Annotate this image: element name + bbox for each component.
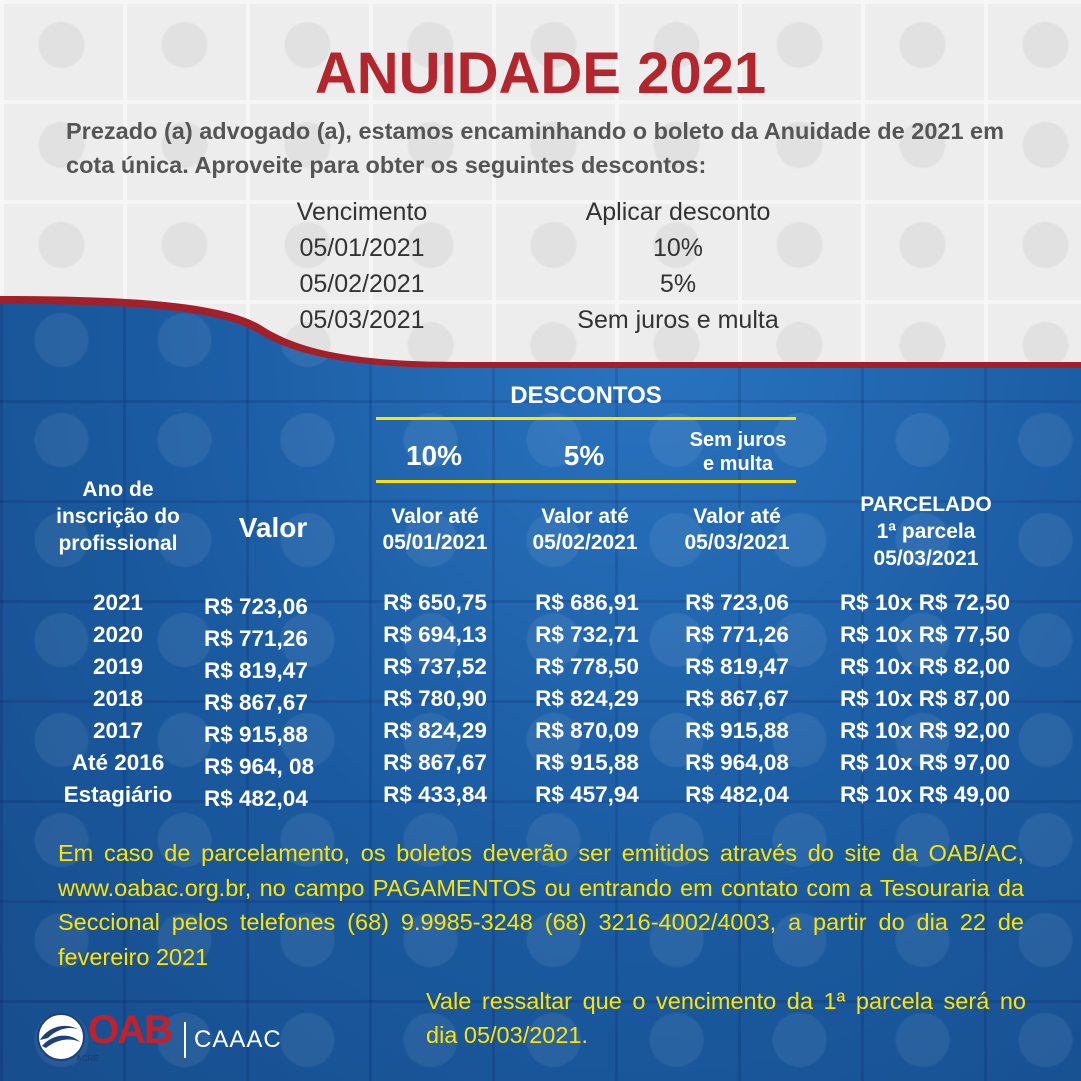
- logo-separator: [184, 1022, 186, 1058]
- cell-5: R$ 732,71: [535, 622, 639, 647]
- cell-10: R$ 433,84: [383, 782, 487, 807]
- disc-sj-line: Sem juros: [689, 429, 787, 451]
- cell-parcelado: R$ 10x R$ 82,00: [839, 654, 1011, 679]
- cell-10: R$ 824,29: [383, 718, 487, 743]
- cell-parcelado: R$ 10x R$ 49,00: [839, 782, 1011, 807]
- parcelamento-note: Em caso de parcelamento, os boletos deverão ser emitidos através do site da OAB/AC, www.oabac.org.br, no campo PAGAMENTOS ou entrando em contato com a Tesouraria da Seccional pelos telefones (68) 9.9985-3248 (68) 3216-4002/4003, a partir do dia 22 de fevereiro 2021: [58, 840, 1024, 970]
- cell-parcelado: R$ 10x R$ 87,00: [839, 686, 1011, 711]
- vencimento-row: [0, 306, 1081, 342]
- cell-10: R$ 867,67: [383, 750, 487, 775]
- header-line: Ano de: [82, 478, 154, 501]
- cell-year: 2017: [92, 718, 144, 743]
- descontos-line-2: [376, 480, 796, 483]
- cell-valor: R$ 867,67: [204, 690, 308, 715]
- vencimento-date: 05/01/2021: [299, 234, 425, 262]
- table-row: [0, 782, 1081, 814]
- header-line: Valor até: [693, 505, 781, 528]
- header-line: PARCELADO: [860, 493, 992, 516]
- vencimento-note: Vale ressaltar que o vencimento da 1ª parcela será no dia 05/03/2021.: [426, 988, 1026, 1048]
- disc-5-label: 5%: [563, 440, 605, 471]
- cell-year: 2018: [92, 686, 144, 711]
- oab-logotype: OAB: [88, 1008, 171, 1052]
- vencimento-discount: 10%: [652, 234, 704, 262]
- col-10-header: [368, 504, 502, 556]
- cell-5: R$ 915,88: [535, 750, 639, 775]
- cell-valor: R$ 964, 08: [204, 754, 315, 779]
- header-line: 05/03/2021: [873, 547, 979, 570]
- desconto-header: Aplicar desconto: [585, 198, 771, 226]
- cell-10: R$ 650,75: [383, 590, 487, 615]
- cell-valor: R$ 915,88: [204, 722, 308, 747]
- col-parcelado-header: [826, 491, 1026, 572]
- cell-year: 2020: [92, 622, 144, 647]
- table-row: [0, 750, 1081, 782]
- col-year-header: [36, 476, 200, 557]
- cell-valor: R$ 482,04: [204, 786, 308, 811]
- cell-sj: R$ 867,67: [685, 686, 789, 711]
- caaac-label: CAAAC: [194, 1026, 282, 1053]
- table-row: [0, 654, 1081, 686]
- descontos-label: DESCONTOS: [510, 382, 662, 409]
- cell-year: 2019: [92, 654, 144, 679]
- cell-valor: R$ 771,26: [204, 626, 308, 651]
- table-row: [0, 686, 1081, 718]
- acre-label: ACRE: [76, 1054, 99, 1063]
- vencimento-header-row: [0, 198, 1081, 234]
- cell-sj: R$ 915,88: [685, 718, 789, 743]
- header-line: inscrição do: [56, 505, 180, 528]
- descontos-underline: [376, 417, 796, 420]
- cell-parcelado: R$ 10x R$ 92,00: [839, 718, 1011, 743]
- page-title: ANUIDADE 2021: [314, 41, 767, 106]
- cell-sj: R$ 771,26: [685, 622, 789, 647]
- cell-5: R$ 870,09: [535, 718, 639, 743]
- vencimento-row: [0, 234, 1081, 270]
- col-5-header: [518, 504, 652, 556]
- oab-caaac-logo: [36, 1008, 282, 1068]
- header-line: 05/02/2021: [532, 531, 638, 554]
- col-sj-header: [670, 504, 804, 556]
- cell-5: R$ 457,94: [535, 782, 639, 807]
- cell-parcelado: R$ 10x R$ 97,00: [839, 750, 1011, 775]
- vencimento-date: 05/03/2021: [299, 306, 425, 334]
- cell-valor: R$ 723,06: [204, 594, 308, 619]
- col-valor-header: Valor: [238, 512, 308, 543]
- table-row: [0, 590, 1081, 622]
- vencimento-date: 05/02/2021: [299, 270, 425, 298]
- header-line: 05/01/2021: [382, 531, 488, 554]
- cell-parcelado: R$ 10x R$ 72,50: [839, 590, 1011, 615]
- cell-parcelado: R$ 10x R$ 77,50: [839, 622, 1011, 647]
- header-line: profissional: [58, 532, 178, 555]
- vencimento-header: Vencimento: [296, 198, 428, 226]
- disc-10-label: 10%: [405, 440, 463, 471]
- header-line: Valor até: [391, 505, 479, 528]
- cell-sj: R$ 723,06: [685, 590, 789, 615]
- cell-5: R$ 824,29: [535, 686, 639, 711]
- disc-sj-line: e multa: [702, 453, 774, 475]
- cell-valor: R$ 819,47: [204, 658, 308, 683]
- cell-sj: R$ 964,08: [685, 750, 789, 775]
- disc-sj-label: [668, 428, 808, 476]
- cell-sj: R$ 819,47: [685, 654, 789, 679]
- cell-5: R$ 686,91: [535, 590, 639, 615]
- header-line: 05/03/2021: [684, 531, 790, 554]
- vencimento-discount: Sem juros e multa: [577, 306, 779, 334]
- vencimento-row: [0, 270, 1081, 306]
- table-row: [0, 718, 1081, 750]
- cell-year: Estagiário: [63, 782, 173, 807]
- header-line: 1ª parcela: [876, 520, 976, 543]
- cell-5: R$ 778,50: [535, 654, 639, 679]
- header-line: Valor até: [541, 505, 629, 528]
- cell-sj: R$ 482,04: [685, 782, 789, 807]
- vencimento-discount: 5%: [659, 270, 697, 298]
- cell-10: R$ 737,52: [383, 654, 487, 679]
- cell-10: R$ 694,13: [383, 622, 487, 647]
- cell-10: R$ 780,90: [383, 686, 487, 711]
- cell-year: 2021: [92, 590, 144, 615]
- cell-year: Até 2016: [71, 750, 165, 775]
- table-row: [0, 622, 1081, 654]
- intro-text: Prezado (a) advogado (a), estamos encaminhando o boleto da Anuidade de 2021 em cota única. Aproveite para obter os seguintes descontos:: [66, 118, 1005, 178]
